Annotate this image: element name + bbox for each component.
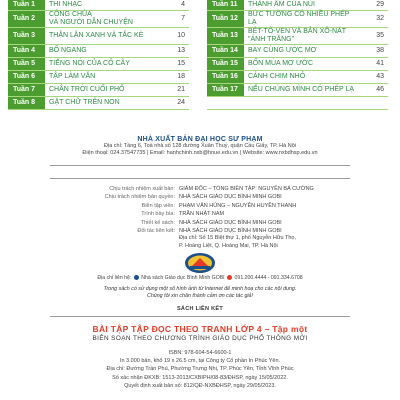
toc-gap (189, 58, 207, 71)
toc-page-number: 7 (163, 11, 189, 28)
toc-page-number: 18 (163, 71, 189, 84)
toc-week: Tuần 5 (8, 58, 45, 71)
phone-icon (227, 275, 232, 280)
toc-week: Tuần 11 (207, 0, 244, 11)
toc-title: THI NHẠC (45, 0, 163, 11)
toc-page-number: 43 (362, 71, 388, 84)
toc-title: NẾU CHÚNG MÌNH CÓ PHÉP LẠ (244, 84, 362, 97)
book-info (0, 349, 400, 390)
contact-prefix: Địa chỉ liên hệ: (97, 275, 132, 281)
toc-row (8, 84, 388, 97)
credit-row (50, 202, 360, 210)
toc-title (244, 97, 362, 110)
credit-value: NHÀ SÁCH GIÁO DỤC BÌNH MINH GOBI (179, 219, 282, 226)
credits-block (50, 185, 360, 250)
credit-row (50, 193, 360, 201)
credit-row (50, 210, 360, 218)
table-of-contents (8, 0, 388, 110)
credit-label (50, 243, 179, 251)
credit-value: NHÀ SÁCH GIÁO DỤC BÌNH MINH GOBI (179, 228, 282, 235)
publisher-address: Địa chỉ: Tầng 6, Toà nhà số 128 đường Xuân Thuỷ, quận Cầu Giấy, TP. Hà Nội (104, 143, 296, 149)
toc-title: CHÂN TRỜI CUỐI PHỐ (45, 84, 163, 97)
toc-page-number: 38 (362, 45, 388, 58)
credit-row (50, 185, 360, 193)
publisher-contact: Điện thoại: 024.37547735 | Email: hanhchinh.nxb@hnue.edu.vn | Website: www.nxbdhsp.edu.vn (82, 150, 318, 156)
toc-title: CÔNG CHÚA VÀ NGƯỜI DẪN CHUYỆN (45, 11, 163, 28)
phone-numbers: 091.200.4444 - 091.334.6708 (234, 275, 303, 281)
credit-row (50, 235, 360, 243)
credit-row (50, 243, 360, 251)
toc-week: Tuần 17 (207, 84, 244, 97)
toc-title: BỨC TƯỜNG CÓ NHIỀU PHÉP LẠ (244, 11, 362, 28)
book-info-line: In 3.000 bản, khổ 19 x 26.5 cm, tại Công ty Cổ phần In Phúc Yên. (119, 358, 281, 365)
toc-week: Tuần 12 (207, 11, 244, 28)
toc-title: BỐ NGANG (45, 45, 163, 58)
toc-week: Tuần 2 (8, 11, 45, 28)
gobi-logo-icon (184, 252, 216, 274)
toc-row (8, 71, 388, 84)
toc-page-number: 15 (163, 58, 189, 71)
credit-label: Biên tập viên: (141, 202, 175, 209)
divider (50, 178, 350, 179)
credit-value: Địa chỉ: Số 15 Biệt thự 1, phố Nguyễn Hữu Thọ, (179, 235, 297, 242)
toc-gap (189, 28, 207, 45)
credit-label: Đối tác liên kết: (137, 228, 175, 235)
toc-gap (189, 84, 207, 97)
book-info-line: ISBN: 978-604-54-6600-1 (168, 350, 232, 356)
toc-page-number: 46 (362, 84, 388, 97)
toc-page-number: 21 (163, 84, 189, 97)
toc-week: Tuần 4 (8, 45, 45, 58)
toc-gap (189, 0, 207, 11)
book-subtitle: BIÊN SOẠN THEO CHƯƠNG TRÌNH GIÁO DỤC PHỔ THÔNG MỚI (92, 335, 308, 342)
toc-title: TIẾNG NÓI CỦA CỎ CÂY (45, 58, 163, 71)
toc-title: BỐN MÙA MƠ ƯỚC (244, 58, 362, 71)
toc-week: Tuần 16 (207, 71, 244, 84)
publisher-name: NHÀ XUẤT BẢN ĐẠI HỌC SƯ PHẠM (137, 136, 263, 143)
toc-row (8, 45, 388, 58)
credit-value: GIÁM ĐỐC – TỔNG BIÊN TẬP: NGUYỄN BÁ CƯỜNG (179, 186, 314, 192)
credit-value: NHÀ SÁCH GIÁO DỤC BÌNH MINH GOBI (179, 194, 282, 201)
toc-gap (189, 45, 207, 58)
toc-week: Tuần 15 (207, 58, 244, 71)
toc-week: Tuần 14 (207, 45, 244, 58)
toc-title: GẶT CHỮ TRÊN NON (45, 97, 163, 110)
linked-label: SÁCH LIÊN KẾT (176, 306, 224, 312)
toc-page-number: 35 (362, 28, 388, 45)
toc-page-number: 10 (163, 28, 189, 45)
credit-value: P. Hoàng Liệt, Q. Hoàng Mai, TP. Hà Nội (179, 242, 278, 249)
toc-table (8, 0, 388, 110)
credit-value: TRẦN NHẬT NAM (179, 211, 225, 218)
notice-line: Chúng tôi xin chân thành cảm ơn các tác giả! (147, 293, 253, 299)
toc-week: Tuần 8 (8, 97, 45, 110)
book-info-line: Số xác nhận ĐKXB: 1513-2013/CXBIPH/08-83/ĐHSP, ngày 15/05/2022. (112, 374, 288, 381)
toc-row (8, 58, 388, 71)
facebook-icon (134, 275, 139, 280)
credit-label: Trình bày bìa: (141, 211, 175, 218)
credit-value: PHẠM VĂN HÙNG – NGUYỄN HUYỀN THANH (179, 202, 297, 209)
book-info-line: Quyết định xuất bản số: 812/QĐ-NXBĐHSP, ngày 29/05/2023. (124, 382, 276, 389)
toc-title: CÁNH CHIM NHỎ (244, 71, 362, 84)
toc-title: THÀNH ÂM CỦA NÚI (244, 0, 362, 11)
toc-row (8, 11, 388, 28)
toc-page-number: 13 (163, 45, 189, 58)
toc-week: Tuần 13 (207, 28, 244, 45)
contact-line (0, 275, 400, 281)
toc-page-number: 24 (163, 97, 189, 110)
toc-title: BAY CÙNG ƯỚC MƠ (244, 45, 362, 58)
toc-title: BÉT-TÔ-VEN VÀ BẢN XÔ-NÁT "ÁNH TRĂNG" (244, 28, 362, 45)
toc-gap (189, 11, 207, 28)
toc-page-number: 41 (362, 58, 388, 71)
credit-row (50, 219, 360, 227)
image-notice (0, 286, 400, 300)
toc-page-number: 4 (163, 0, 189, 11)
toc-week: Tuần 3 (8, 28, 45, 45)
credit-label: Chịu trách nhiệm bản quyền: (104, 194, 175, 201)
toc-title: TẬP LÀM VĂN (45, 71, 163, 84)
publisher-block (0, 136, 400, 157)
divider (50, 165, 350, 166)
toc-gap (189, 97, 207, 110)
toc-title: THẰN LẰN XANH VÀ TẮC KÈ (45, 28, 163, 45)
toc-week: Tuần 1 (8, 0, 45, 11)
toc-row (8, 28, 388, 45)
toc-row (8, 0, 388, 11)
notice-line: Trong sách có sử dụng một số hình ảnh từ Internet để minh hoạ cho các nội dung. (103, 286, 297, 292)
toc-page-number (362, 97, 388, 110)
divider (50, 316, 350, 317)
book-info-line: Địa chỉ: Đường Trần Phú, Phường Trưng Nhị, TP. Phúc Yên, Tỉnh Vĩnh Phúc (106, 366, 294, 373)
toc-week: Tuần 7 (8, 84, 45, 97)
toc-week (207, 97, 244, 110)
toc-week: Tuần 6 (8, 71, 45, 84)
credit-label (50, 235, 179, 243)
toc-row (8, 97, 388, 110)
facebook-page: Nhà sách Giáo dục Bình Minh GOBI (141, 275, 225, 281)
toc-page-number: 32 (362, 11, 388, 28)
credit-label: Thiết kế sách: (140, 219, 175, 226)
credit-label: Chịu trách nhiệm xuất bản: (109, 186, 175, 192)
toc-gap (189, 71, 207, 84)
book-title: BÀI TẬP TẬP ĐỌC THEO TRANH LỚP 4 – Tập một (92, 324, 308, 334)
toc-page-number: 29 (362, 0, 388, 11)
